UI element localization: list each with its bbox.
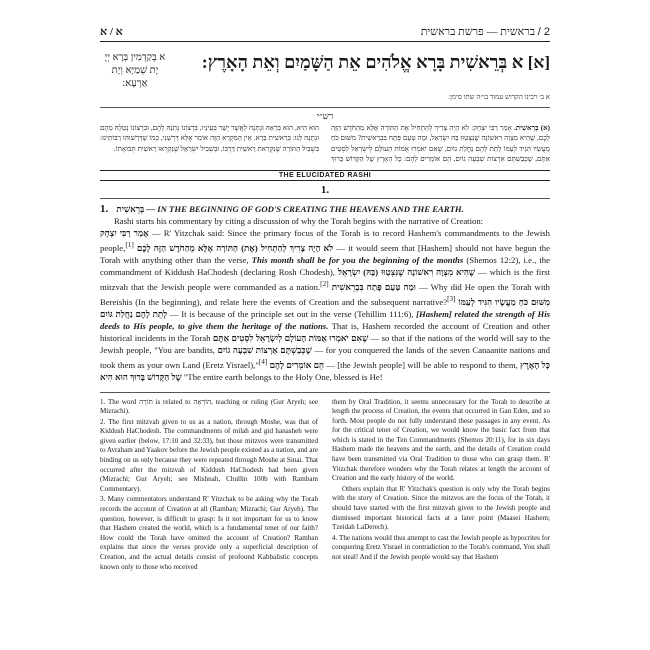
divider	[100, 107, 550, 108]
elucidation-paragraph: אָמַר רַבִּי יִצְחָק — R' Yitzchak said: Since the primary focus of the Torah is to record Hashem's commandments to the Jewish people,[1] לֹא הָיָה צָרִיךְ לְהַתְחִיל (אֶת) הַתּוֹרָה אֶלָּא מֵהַחֹדֶשׁ הַזֶּה לָכֶם — it would seem that [Hashem] should not have begun the Torah with anything other than the verse, This month shall be for you the beginning of the months (Shemos 12:2), i.e., the commandment of Kiddush HaChodesh (declaring Rosh Chodesh), שֶׁהִיא מִצְוָה רִאשׁוֹנָה שֶׁנִּצְטַוּוּ (בָּהּ) יִשְׂרָאֵל — which is the first mitzvah that the Jewish people were commanded as a nation.[2] וּמַה טַּעַם פָּתַח בִּבְרֵאשִׁית — Why did He open the Torah with Bereishis (In the beginning), and relate here the events of Creation and the subsequent narrative?[3] מִשּׁוּם כֹּחַ מַעֲשָׂיו הִגִּיד לְעַמּוֹ לָתֵת לָהֶם נַחֲלַת גּוֹיִם — It is because of the principle set out in the verse (Tehillim 111:6), [Hashem] related the strength of His deeds to His people, to give them the heritage of the nations. That is, Hashem recorded the account of Creation and other historical incidents in the Torah שֶׁאִם יֹאמְרוּ אֻמּוֹת הָעוֹלָם לְיִשְׂרָאֵל לִסְטִים אַתֶּם — so that if the nations of the world will say to the Jewish people, "You are bandits, שֶׁכְּבַשְׁתֶּם אַרְצוֹת שִׁבְעָה גוֹיִם — for you conquered the lands of the seven Canaanite nations and took them as your own Land (Eretz Yisrael),"[4] הֵם אוֹמְרִים לָהֶם — [the Jewish people] will be able to respond to them, כָּל הָאָרֶץ שֶׁל הַקָּדוֹשׁ בָּרוּךְ הוּא הִיא "The entire earth belongs to the Holy One, blessed is He!	[100, 227, 551, 383]
english-elucidation	[100, 203, 550, 384]
hebrew-phrase: שֶׁהִיא מִצְוָה רִאשׁוֹנָה שֶׁנִּצְטַוּוּ (בָּהּ) יִשְׂרָאֵל	[337, 266, 476, 277]
english-phrase: — Why did He open the Torah with Bereishis (In the beginning), and relate here the events of Creation and the subsequent narrative?	[100, 281, 551, 307]
elucidated-rashi-banner: THE ELUCIDATED RASHI	[100, 170, 550, 181]
verse-label: [א]	[527, 53, 550, 72]
footnote: 4. The nations would thus attempt to cast the Jewish people as hypocrites for conquering Eretz Yisrael in contradiction to the Torah's command, You shall not steal! And if the Jewish people would say that Hashem	[332, 533, 550, 561]
parsha-name: בראשית — פרשת בראשית	[420, 26, 535, 38]
footnote-divider	[100, 392, 550, 393]
rashi-lead-word: (א) בְּרֵאשִׁית.	[514, 124, 550, 132]
footnote: 1. The word תּוֹרָה is related to הוֹרָאָה, teaching or ruling (Gur Aryeh; see Mizrachi).	[100, 397, 318, 416]
parsha-title	[421, 26, 550, 38]
targum-onkelos: א בְּקַדְמִין בְּרָא יְיָ יָת שְׁמַיָּא וְיָת אַרְעָא:	[104, 52, 166, 89]
elucidation-heading	[100, 203, 550, 215]
english-phrase: — which is the first mitzvah that the Jewish people were commanded as a nation.	[100, 266, 551, 292]
verse-quote: This month shall be for you the beginning of the months	[251, 254, 464, 265]
english-phrase: That is, Hashem recorded the account of Creation and other historical incidents in the Torah	[100, 321, 550, 344]
section-number: 1.	[320, 183, 330, 196]
book-page	[100, 26, 550, 626]
english-phrase: — for you conquered the lands of the seven Canaanite nations and took them as your own Land (Eretz Yisrael),"	[100, 345, 550, 371]
page-number: 2 /	[537, 26, 550, 38]
hebrew-phrase: הֵם אוֹמְרִים לָהֶם	[269, 360, 325, 371]
hebrew-phrase: לֹא הָיָה צָרִיךְ לְהַתְחִיל (אֶת) הַתּוֹרָה אֶלָּא מֵהַחֹדֶשׁ הַזֶּה לָכֶם	[136, 242, 334, 253]
cross-reference-note: א ב׳ רבינו הקדוש עמוד בו״ה שתו סימן:	[448, 93, 550, 101]
verse-text: א בְּרֵאשִׁית בָּרָא אֱלֹהִים אֵת הַשָּׁמַיִם וְאֵת הָאָרֶץ:	[201, 52, 524, 72]
hebrew-phrase: שֶׁאִם יֹאמְרוּ אֻמּוֹת הָעוֹלָם לְיִשְׂרָאֵל לִסְטִים אַתֶּם	[212, 333, 369, 344]
english-phrase: — it would seem that [Hashem] should not have begun the Torah with anything other than the verse,	[100, 242, 551, 265]
english-phrase: — It is because of the principle set out in the verse (Tehillim 111:6),	[169, 309, 414, 320]
verse-hebrew	[178, 51, 550, 74]
running-header	[100, 26, 550, 42]
hebrew-phrase: שֶׁכְּבַשְׁתֶּם אַרְצוֹת שִׁבְעָה גוֹיִם	[217, 345, 312, 356]
verse-quote: [Hashem] related the strength of His deeds to His people, to give them the heritage of the nations.	[100, 309, 551, 332]
rashi-body: אָמַר רַבִּי יִצְחָק: לֹא הָיָה צָרִיךְ לְהַתְחִיל אֶת הַתּוֹרָה אֶלָּא מֵהַחֹדֶשׁ הַזֶּה לָכֶם, שֶׁהִיא מִצְוָה רִאשׁוֹנָה שֶׁנִּצְטַוּוּ בָּהּ יִשְׂרָאֵל, וּמַה טַּעַם פָּתַח בִּבְרֵאשִׁית? מִשּׁוּם כֹּחַ מַעֲשָׂיו הִגִּיד לְעַמּוֹ לָתֵת לָהֶם נַחֲלַת גּוֹיִם, שֶׁאִם יֹאמְרוּ אֻמּוֹת הָעוֹלָם לְיִשְׂרָאֵל לִסְטִים אַתֶּם, שֶׁכְּבַשְׁתֶּם אַרְצוֹת שִׁבְעָה גוֹיִם, הֵם אוֹמְרִים לָהֶם: כָּל הָאָרֶץ שֶׁל הַקָּדוֹשׁ בָּרוּךְ הוּא הִיא, הוּא בְּרָאָהּ וּנְתָנָהּ לַאֲשֶׁר יָשַׁר בְּעֵינָיו, בִּרְצוֹנוֹ נְתָנָהּ לָהֶם, וּבִרְצוֹנוֹ נְטָלָהּ מֵהֶם וּנְתָנָהּ לָנוּ: בְּרֵאשִׁית בָּרָא. אֵין הַמִּקְרָא הַזֶּה אוֹמֵר אֶלָּא דָּרְשֵׁנִי, כְּמוֹ שֶׁדְּרָשׁוּהוּ רַבּוֹתֵינוּ: בִּשְׁבִיל הַתּוֹרָה שֶׁנִּקְרֵאת רֵאשִׁית דַּרְכּוֹ, וּבִשְׁבִיל יִשְׂרָאֵל שֶׁנִּקְרְאוּ רֵאשִׁית תְּבוּאָתוֹ.	[100, 124, 550, 164]
english-phrase: "The entire earth belongs to the Holy One, blessed is He!	[183, 372, 383, 383]
footnote: 3. Many commentators understand R' Yitzchak to be asking why the Torah records the account of Creation at all (Ramban; Mizrachi; Gur Aryeh). The question, however, is difficult to grasp: Is it not important for us to know that Hashem created the world, which is a fundamental tenet of our faith? How could the Torah have omitted the account of Creation? Ramban explains that since the verses provide only a superficial description of Creation, and the actual details consist of profound Kabbalistic concepts known only to those who received	[100, 495, 318, 571]
english-phrase: — so that if the nations of the world will say to the Jewish people, "You are bandits,	[100, 333, 551, 356]
hebrew-phrase: וּמַה טַּעַם פָּתַח בִּבְרֵאשִׁית	[331, 281, 416, 292]
intro-paragraph: Rashi starts his commentary by citing a discussion of why the Torah begins with the narrative of Creation:	[114, 215, 484, 226]
english-phrase: — [the Jewish people] will be able to respond to them,	[326, 360, 518, 371]
chapter-verse-marker: א / א	[100, 26, 123, 38]
hebrew-phrase: מִשּׁוּם כֹּחַ מַעֲשָׂיו הִגִּיד לְעַמּוֹ לָתֵת לָהֶם נַחֲלַת גּוֹיִם	[100, 296, 550, 320]
heading-text: — IN THE BEGINNING OF GOD'S CREATING THE HEAVENS AND THE EARTH.	[146, 203, 464, 214]
divider	[100, 198, 550, 199]
footnote: 2. The first mitzvah given to us as a nation, through Moshe, was that of Kiddush HaChodesh. The commandments of milah and gid hanasheh were given earlier (below, 17:10 and 32:33), but those mitzvos were transmitted to Avraham and Yaakov before the Jewish people existed as a nation, and are binding on us only because they were repeated through Moshe at Sinai. That occurred after the mitzvah of Kiddush HaChodesh had been given (Mizrachi; Gur Aryeh; see Mishnah, Chullin 100b with Rambam Commentary).	[100, 417, 318, 493]
hebrew-phrase: כָּל הָאָרֶץ שֶׁל הַקָּדוֹשׁ בָּרוּךְ הוּא הִיא	[100, 360, 550, 383]
footnote: them by Oral Tradition, it seems unnecessary for the Torah to describe at length the process of Creation, the events that occurred in Gan Eden, and so forth. Most people do not fully understand these passages in any event. As for the critical tenet of Creation, we would know the basic fact from that which is stated in the Ten Commandments (Shemos 20:11), for in six days Hashem made the heavens and the earth, and the details of Creation could have been transmitted via Oral Tradition to those who can grasp them. R' Yitzchak therefore wonders why the Torah relates at length the account of Creation and the early history of the world.	[332, 397, 550, 483]
english-phrase: — R' Yitzchak said: Since the primary focus of the Torah is to record Hashem's commandments to the Jewish people,	[100, 227, 550, 253]
rashi-title: רש״י	[316, 111, 334, 121]
rashi-hebrew-text	[100, 123, 550, 165]
footnotes	[100, 398, 550, 573]
footnote: Others explain that R' Yitzchak's question is only why the Torah begins with the story of Creation. Since the mitzvos are the focus of the Torah, it should have started with the first mitzvah given to the Jewish people and dismissed important historical facts at a later point (Maasei Hashem; Tzeidah LaDerech).	[332, 484, 550, 532]
torah-verse	[100, 51, 550, 90]
hebrew-phrase: אָמַר רַבִּי יִצְחָק	[100, 227, 149, 238]
comment-number: 1.	[100, 202, 109, 215]
english-phrase: (Shemos 12:2), i.e., the commandment of Kiddush HaChodesh (declaring Rosh Chodesh),	[100, 254, 551, 277]
dibur-hamaschil: בְּרֵאשִׁית	[116, 203, 145, 214]
